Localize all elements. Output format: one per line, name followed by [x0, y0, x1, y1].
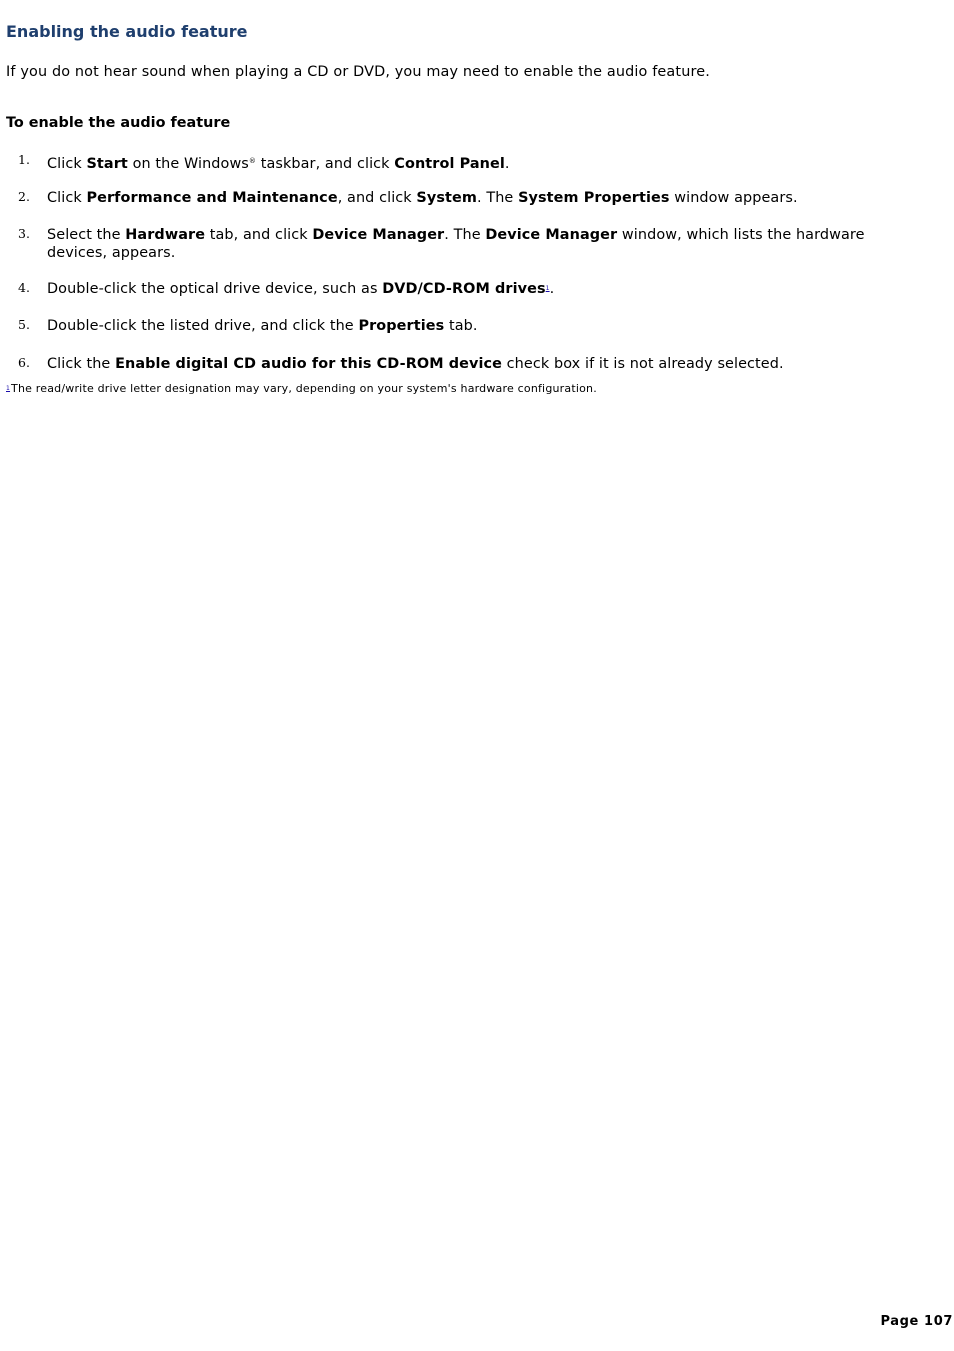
step-number: 6.: [18, 355, 30, 370]
step-number: 2.: [18, 189, 30, 204]
step-text: Select the Hardware tab, and click Device Manager. The Device Manager window, which lists the hardware devices, appears.: [47, 227, 865, 261]
step-text: Click the Enable digital CD audio for this CD-ROM device check box if it is not already selected.: [47, 356, 784, 372]
procedure-heading: To enable the audio feature: [6, 115, 231, 131]
step-number: 5.: [18, 317, 30, 332]
step-text: Double-click the listed drive, and click the Properties tab.: [47, 318, 478, 334]
page-number: Page 107: [880, 1314, 953, 1329]
step-text: Click Performance and Maintenance, and click System. The System Properties window appears.: [47, 190, 798, 206]
step-text: Click Start on the Windows® taskbar, and click Control Panel.: [47, 156, 510, 172]
step-number: 4.: [18, 280, 30, 295]
step-number: 3.: [18, 226, 30, 241]
footnote: [6, 382, 597, 395]
intro-paragraph: If you do not hear sound when playing a CD or DVD, you may need to enable the audio feature.: [6, 64, 710, 80]
footnote-text: The read/write drive letter designation may vary, depending on your system's hardware configuration.: [11, 382, 597, 395]
page-title: Enabling the audio feature: [6, 22, 248, 41]
footnote-marker-link[interactable]: 1: [6, 385, 11, 392]
step-number: 1.: [18, 152, 30, 167]
footnote-link[interactable]: 1: [545, 285, 550, 292]
step-text: Double-click the optical drive device, such as DVD/CD-ROM drives$^1$.: [47, 281, 555, 297]
